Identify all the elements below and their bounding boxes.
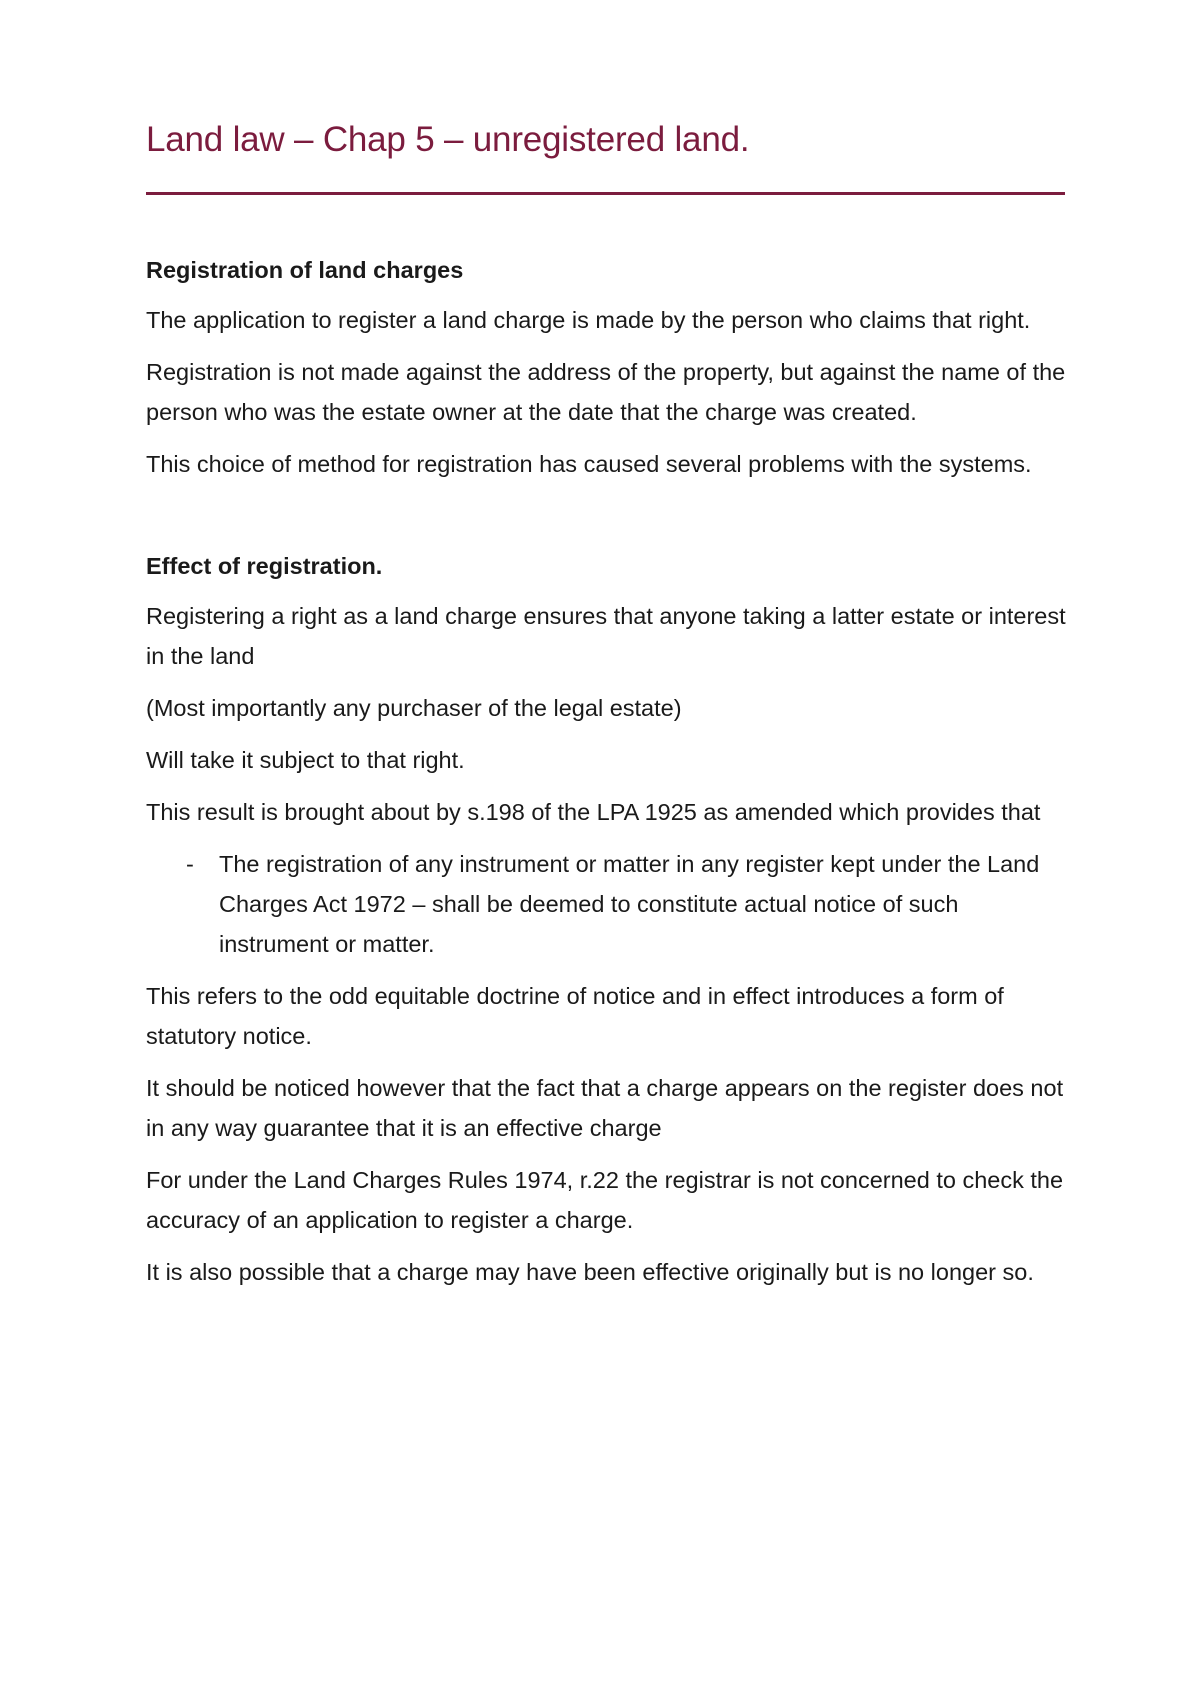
section-heading: Registration of land charges	[146, 257, 464, 283]
paragraph: Will take it subject to that right.	[146, 747, 465, 773]
paragraph: Registering a right as a land charge ensures that anyone taking a latter estate or interest in the land	[146, 603, 1066, 669]
paragraph: This choice of method for registration has caused several problems with the systems.	[146, 451, 1032, 477]
section-spacer	[146, 496, 1066, 546]
paragraph: Registration is not made against the address of the property, but against the name of the person who was the estate owner at the date that the charge was created.	[146, 359, 1066, 425]
title-divider	[146, 192, 1065, 195]
dash-bullet-icon: -	[186, 851, 194, 877]
paragraph: It is also possible that a charge may have been effective originally but is no longer so.	[146, 1259, 1034, 1285]
list-item	[146, 844, 1066, 964]
paragraph: (Most importantly any purchaser of the legal estate)	[146, 695, 682, 721]
document-title: Land law – Chap 5 – unregistered land.	[146, 120, 750, 159]
section-effect-of-registration	[146, 546, 1066, 1292]
paragraph: This refers to the odd equitable doctrine of notice and in effect introduces a form of statutory notice.	[146, 983, 1004, 1049]
paragraph: It should be noticed however that the fact that a charge appears on the register does not in any way guarantee that it is an effective charge	[146, 1075, 1064, 1141]
paragraph: For under the Land Charges Rules 1974, r.22 the registrar is not concerned to check the accuracy of an application to register a charge.	[146, 1167, 1064, 1233]
list-item-text: The registration of any instrument or matter in any register kept under the Land Charges Act 1972 – shall be deemed to constitute actual notice of such instrument or matter.	[219, 851, 1040, 957]
section-heading: Effect of registration.	[146, 553, 383, 579]
document-body	[146, 250, 1066, 1304]
bullet-list	[146, 844, 1066, 964]
paragraph: The application to register a land charge is made by the person who claims that right.	[146, 307, 1031, 333]
section-registration-of-land-charges	[146, 250, 1066, 484]
paragraph: This result is brought about by s.198 of the LPA 1925 as amended which provides that	[146, 799, 1041, 825]
